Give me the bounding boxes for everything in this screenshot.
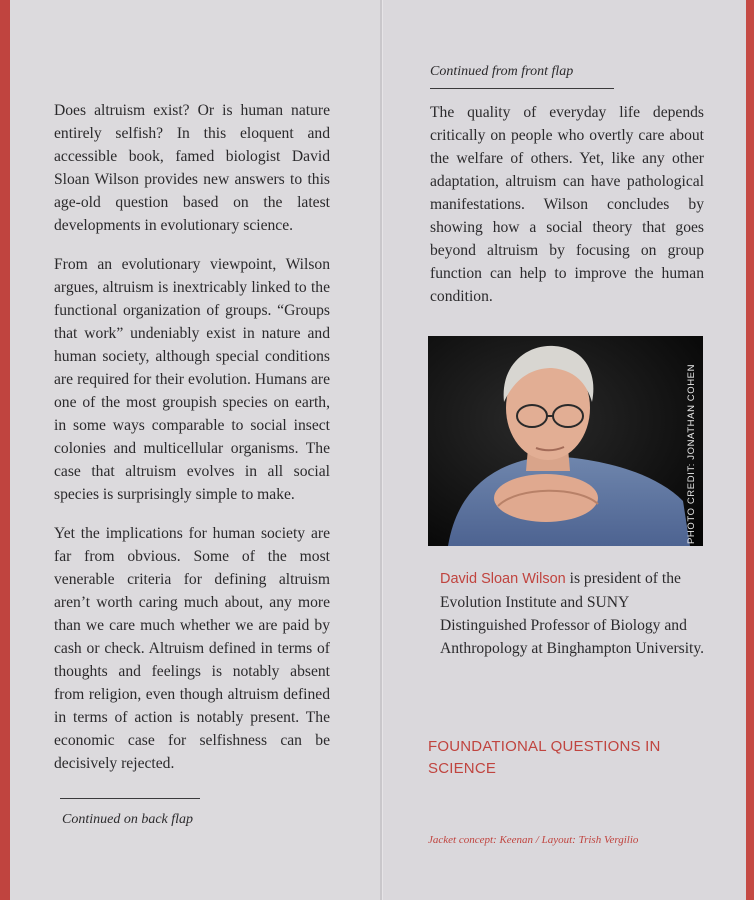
back-flap-text: [430, 101, 704, 324]
front-flap-paragraph-1: Does altruism exist? Or is human nature entirely selfish? In this eloquent and accessible book, famed biologist David Sloan Wilson provides new answers to this age-old question based on the latest developments in evolutionary science.: [54, 102, 330, 234]
author-portrait-image: [428, 336, 703, 546]
red-edge-left: [0, 0, 10, 900]
red-edge-right: [746, 0, 754, 900]
jacket-credits: Jacket concept: Keenan / Layout: Trish Vergilio: [428, 834, 639, 846]
continued-from-front-flap: Continued from front flap: [430, 64, 574, 79]
author-name: David Sloan Wilson: [440, 571, 566, 587]
continued-divider: [60, 798, 200, 799]
front-flap-text: [54, 99, 330, 791]
author-bio: [440, 567, 705, 660]
continued-divider-top: [430, 88, 614, 89]
fold-highlight: [382, 0, 383, 900]
series-title: FOUNDATIONAL QUESTIONS IN SCIENCE: [428, 738, 661, 777]
author-photo: [428, 336, 703, 546]
photo-credit: PHOTO CREDIT: JONATHAN COHEN: [686, 363, 697, 544]
author-bio-text: is president of the Evolution Institute and SUNY Distinguished Professor of Biology and Anthropology at Binghampton University.: [440, 570, 705, 657]
continued-on-back-flap: Continued on back flap: [62, 812, 194, 827]
front-flap-paragraph-2: From an evolutionary viewpoint, Wilson argues, altruism is inextricably linked to the functional organization of groups. “Groups that work” undeniably exist in nature and human society, although special conditions are required for their evolution. Humans are one of the most groupish species on earth, in some ways comparable to social insect colonies and multicellular organisms. The case that altruism evolves in all social species is surprisingly simple to make.: [54, 256, 330, 503]
back-flap-paragraph: The quality of everyday life depends critically on people who overtly care about the welfare of others. Yet, like any other adaptation, altruism can have pathological manifestations. Wilson concludes by showing how a social theory that goes beyond altruism by focusing on group function can help to improve the human condition.: [430, 104, 704, 305]
front-flap-paragraph-3: Yet the implications for human society are far from obvious. Some of the most venerable criteria for defining altruism aren’t worth caring much about, any more than we care much whether we are paid by cash or check. Altruism defined in terms of thoughts and feelings is notably absent from religion, even though altruism defined in terms of action is notably present. The economic case for selfishness can be decisively rejected.: [54, 525, 330, 772]
